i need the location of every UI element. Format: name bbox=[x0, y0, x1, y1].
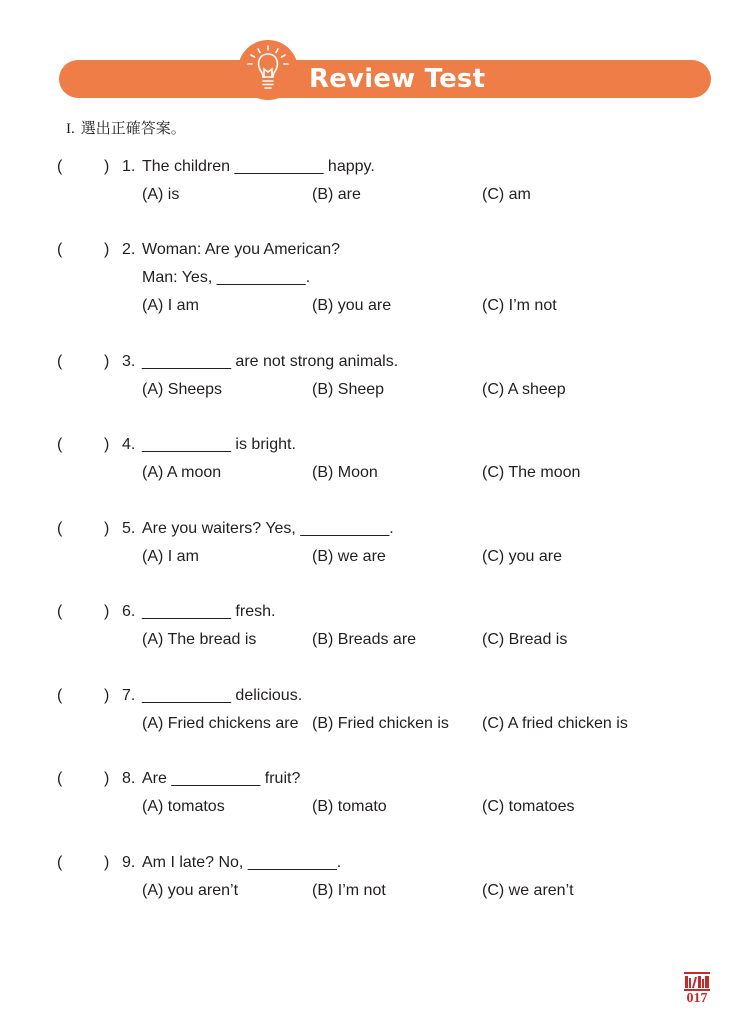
answer-blank-open: ( bbox=[57, 241, 63, 258]
option-a: (A) A moon bbox=[142, 464, 222, 481]
question-stem: __________ fresh. bbox=[142, 603, 276, 620]
answer-blank-close: ) bbox=[104, 241, 110, 258]
question-stem: Woman: Are you American? bbox=[142, 241, 341, 258]
answer-blank-open: ( bbox=[57, 158, 63, 175]
answer-blank-close: ) bbox=[104, 158, 110, 175]
question-number: 7. bbox=[122, 687, 136, 704]
section-heading bbox=[66, 118, 186, 139]
option-b: (B) Breads are bbox=[312, 631, 417, 648]
answer-blank-close: ) bbox=[104, 603, 110, 620]
option-b: (B) Moon bbox=[312, 464, 378, 481]
question-stem-line-2: Man: Yes, __________. bbox=[142, 269, 311, 286]
answer-blank-close: ) bbox=[104, 520, 110, 537]
question-number: 3. bbox=[122, 353, 136, 370]
answer-blank-open: ( bbox=[57, 854, 63, 871]
section-instruction: 選出正確答案。 bbox=[80, 119, 186, 137]
option-a: (A) Fried chickens are bbox=[142, 715, 299, 732]
option-b: (B) I’m not bbox=[312, 882, 386, 899]
option-b: (B) we are bbox=[312, 548, 386, 565]
option-c: (C) I’m not bbox=[482, 297, 557, 314]
option-a: (A) I am bbox=[142, 297, 199, 314]
option-a: (A) The bread is bbox=[142, 631, 257, 648]
option-a: (A) tomatos bbox=[142, 798, 225, 815]
question-number: 6. bbox=[122, 603, 136, 620]
question-number: 4. bbox=[122, 436, 136, 453]
question-number: 2. bbox=[122, 241, 136, 258]
question-stem: __________ is bright. bbox=[142, 436, 296, 453]
answer-blank-close: ) bbox=[104, 687, 110, 704]
question-stem: Are you waiters? Yes, __________. bbox=[142, 520, 394, 537]
option-a: (A) you aren’t bbox=[142, 882, 239, 899]
answer-blank-close: ) bbox=[104, 436, 110, 453]
option-b: (B) Sheep bbox=[312, 381, 385, 398]
page-number: 017 bbox=[686, 991, 708, 1006]
option-b: (B) you are bbox=[312, 297, 392, 314]
option-c: (C) we aren’t bbox=[482, 882, 574, 899]
answer-blank-open: ( bbox=[57, 436, 63, 453]
question-number: 9. bbox=[122, 854, 136, 871]
answer-blank-open: ( bbox=[57, 687, 63, 704]
option-c: (C) Bread is bbox=[482, 631, 568, 648]
answer-blank-open: ( bbox=[57, 603, 63, 620]
bookshelf-logo-icon bbox=[683, 970, 711, 992]
question-number: 1. bbox=[122, 158, 136, 175]
option-b: (B) Fried chicken is bbox=[312, 715, 449, 732]
answer-blank-open: ( bbox=[57, 520, 63, 537]
option-c: (C) tomatoes bbox=[482, 798, 575, 815]
option-b: (B) tomato bbox=[312, 798, 387, 815]
question-stem: Am I late? No, __________. bbox=[142, 854, 342, 871]
option-c: (C) you are bbox=[482, 548, 563, 565]
answer-blank-open: ( bbox=[57, 353, 63, 370]
question-stem: __________ delicious. bbox=[142, 687, 303, 704]
answer-blank-close: ) bbox=[104, 353, 110, 370]
question-number: 8. bbox=[122, 770, 136, 787]
option-a: (A) Sheeps bbox=[142, 381, 223, 398]
answer-blank-close: ) bbox=[104, 854, 110, 871]
question-stem: __________ are not strong animals. bbox=[142, 353, 399, 370]
question-number: 5. bbox=[122, 520, 136, 537]
lightbulb-icon bbox=[238, 40, 298, 100]
option-c: (C) The moon bbox=[482, 464, 581, 481]
option-c: (C) am bbox=[482, 186, 531, 203]
answer-blank-open: ( bbox=[57, 770, 63, 787]
answer-blank-close: ) bbox=[104, 770, 110, 787]
section-number: I. bbox=[66, 121, 75, 137]
question-stem: Are __________ fruit? bbox=[142, 770, 301, 787]
question-stem: The children __________ happy. bbox=[142, 158, 375, 175]
page-title: Review Test bbox=[309, 64, 486, 94]
option-c: (C) A sheep bbox=[482, 381, 566, 398]
option-a: (A) I am bbox=[142, 548, 199, 565]
option-a: (A) is bbox=[142, 186, 180, 203]
option-c: (C) A fried chicken is bbox=[482, 715, 628, 732]
option-b: (B) are bbox=[312, 186, 361, 203]
